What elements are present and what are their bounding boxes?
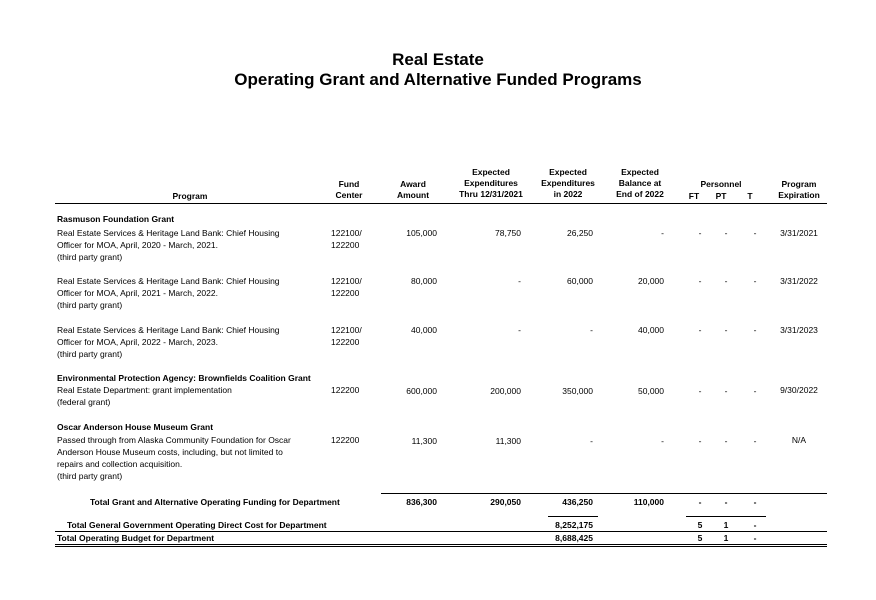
total-grant-award: 836,300: [406, 497, 437, 507]
general-rule-top: [548, 516, 598, 517]
row-balance: 40,000: [638, 325, 664, 335]
row-award: 80,000: [411, 276, 437, 286]
total-general-ft: 5: [697, 520, 703, 530]
row-expiration: 9/30/2022: [780, 385, 818, 395]
total-general-t: -: [753, 520, 757, 530]
group-title-oscar: Oscar Anderson House Museum Grant: [57, 422, 214, 432]
row-fund-center: 122200: [331, 385, 360, 395]
header-ft: FT: [688, 191, 700, 201]
header-t: T: [747, 191, 753, 201]
group-title-epa: Environmental Protection Agency: Brownfields Coalition Grant: [57, 373, 311, 383]
row-award: 11,300: [411, 436, 437, 446]
total-grant-ft: -: [698, 497, 702, 507]
total-grant-t: -: [753, 497, 757, 507]
row-exp-2022: -: [590, 436, 593, 446]
total-grant-exp-2022: 436,250: [562, 497, 593, 507]
row-description: Real Estate Services & Heritage Land Bank: Chief Housing Officer for MOA, April, 2021 - March, 2022. (third party grant): [57, 276, 280, 310]
row-description: Passed through from Alaska Community Foundation for Oscar Anderson House Museum costs, including, but not limited to repairs and collection acquisition. (third party grant): [57, 435, 291, 481]
page-title: Real Estate: [392, 50, 484, 69]
double-rule-1: [55, 544, 827, 545]
row-balance: -: [661, 436, 664, 446]
row-exp-thru: -: [518, 276, 521, 286]
page-subtitle: Operating Grant and Alternative Funded Programs: [234, 70, 642, 89]
header-rule: [55, 203, 827, 204]
header-program-expiration: Program Expiration: [778, 179, 820, 200]
row-t: -: [753, 386, 757, 396]
row-exp-2022: 60,000: [567, 276, 593, 286]
row-exp-2022: 350,000: [562, 386, 593, 396]
row-ft: -: [698, 436, 702, 446]
row-t: -: [753, 276, 757, 286]
row-t: -: [753, 436, 757, 446]
double-rule-2: [55, 546, 827, 547]
header-fund-center: Fund Center: [335, 179, 363, 200]
header-program: Program: [172, 191, 208, 201]
row-expiration: 3/31/2023: [780, 325, 818, 335]
row-ft: -: [698, 386, 702, 396]
header-award-amount: Award Amount: [396, 179, 430, 200]
row-ft: -: [698, 276, 702, 286]
row-pt: -: [724, 228, 728, 238]
row-pt: -: [724, 276, 728, 286]
group-title-rasmuson: Rasmuson Foundation Grant: [57, 214, 175, 224]
header-expected-balance: Expected Balance at End of 2022: [616, 167, 664, 199]
row-pt: -: [724, 386, 728, 396]
total-operating-label: Total Operating Budget for Department: [57, 533, 215, 543]
total-grant-label: Total Grant and Alternative Operating Funding for Department: [90, 497, 340, 507]
row-exp-2022: -: [590, 325, 593, 335]
row-exp-thru: 78,750: [495, 228, 521, 238]
row-balance: -: [661, 228, 664, 238]
row-exp-thru: 11,300: [495, 436, 521, 446]
row-description: Real Estate Services & Heritage Land Bank: Chief Housing Officer for MOA, April, 2020 - March, 2021. (third party grant): [57, 228, 280, 262]
row-exp-thru: -: [518, 325, 521, 335]
row-ft: -: [698, 325, 702, 335]
row-award: 105,000: [406, 228, 437, 238]
row-award: 40,000: [411, 325, 437, 335]
row-expiration: 3/31/2021: [780, 228, 818, 238]
header-expected-thru: Expected Expenditures Thru 12/31/2021: [459, 167, 523, 199]
total-general-label: Total General Government Operating Direct Cost for Department: [67, 520, 327, 530]
row-balance: 20,000: [638, 276, 664, 286]
total-operating-t: -: [753, 533, 757, 543]
total-rule-top: [381, 493, 827, 494]
row-fund-center: 122100/ 122200: [331, 325, 362, 347]
row-pt: -: [724, 436, 728, 446]
total-general-pt: 1: [723, 520, 729, 530]
row-fund-center: 122200: [331, 435, 360, 445]
total-operating-pt: 1: [723, 533, 729, 543]
header-personnel: Personnel: [700, 179, 742, 189]
total-grant-balance: 110,000: [633, 497, 664, 507]
header-expected-2022: Expected Expenditures in 2022: [541, 167, 595, 199]
general-rule-top-personnel: [686, 516, 766, 517]
row-expiration: N/A: [791, 435, 807, 445]
header-pt: PT: [715, 191, 727, 201]
row-t: -: [753, 228, 757, 238]
row-description: Real Estate Services & Heritage Land Bank: Chief Housing Officer for MOA, April, 2022 - March, 2023. (third party grant): [57, 325, 280, 359]
total-general-exp-2022: 8,252,175: [555, 520, 593, 530]
row-pt: -: [724, 325, 728, 335]
row-balance: 50,000: [638, 386, 664, 396]
row-fund-center: 122100/ 122200: [331, 228, 362, 250]
total-grant-exp-thru: 290,050: [490, 497, 521, 507]
total-operating-ft: 5: [697, 533, 703, 543]
row-expiration: 3/31/2022: [780, 276, 818, 286]
total-grant-pt: -: [724, 497, 728, 507]
row-description: Real Estate Department: grant implementation (federal grant): [57, 385, 232, 407]
row-t: -: [753, 325, 757, 335]
row-fund-center: 122100/ 122200: [331, 276, 362, 298]
row-exp-2022: 26,250: [567, 228, 593, 238]
row-exp-thru: 200,000: [490, 386, 521, 396]
row-ft: -: [698, 228, 702, 238]
total-operating-exp-2022: 8,688,425: [555, 533, 593, 543]
row-award: 600,000: [406, 386, 437, 396]
